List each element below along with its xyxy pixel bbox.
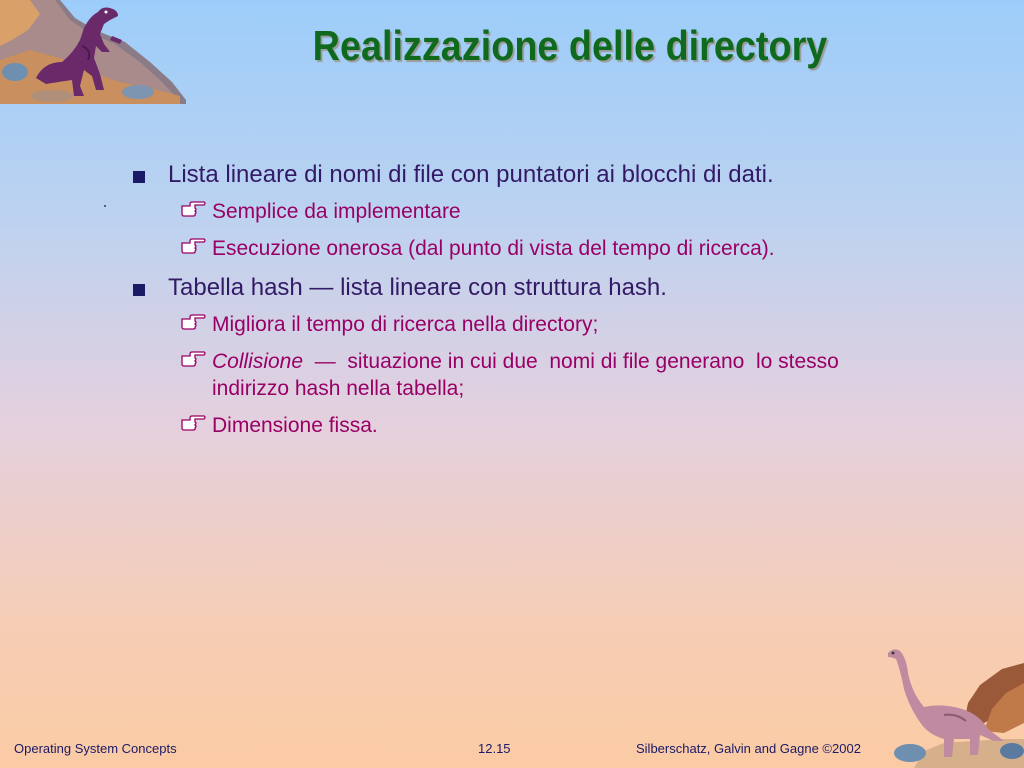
stray-mark [104, 205, 106, 207]
pointing-hand-icon [180, 200, 206, 218]
dinosaur-sauropod-icon [884, 643, 1024, 768]
sub-bullet-text: Esecuzione onerosa (dal punto di vista del tempo di ricerca). [212, 237, 775, 261]
bullet-list [128, 160, 918, 450]
square-bullet-icon [133, 284, 145, 296]
footer-course-title: Operating System Concepts [14, 741, 177, 756]
pointing-hand-icon [180, 237, 206, 255]
pointing-hand-icon [180, 313, 206, 331]
term-separator: — [303, 349, 348, 373]
sub-bullet-item [180, 198, 918, 225]
footer-slide-number: 12.15 [478, 741, 511, 756]
sub-bullet-item [180, 235, 918, 262]
pointing-hand-icon [180, 350, 206, 368]
footer-copyright: Silberschatz, Galvin and Gagne ©2002 [636, 741, 861, 756]
bullet-text: Tabella hash — lista lineare con struttura hash. [168, 273, 667, 301]
square-bullet-icon [133, 171, 145, 183]
pointing-hand-icon [180, 414, 206, 432]
sub-bullet-text: Migliora il tempo di ricerca nella directory; [212, 312, 599, 336]
bullet-item-2 [128, 273, 918, 303]
sub-bullet-item [180, 348, 918, 403]
sub-bullet-list-2 [180, 311, 918, 440]
collision-term: Collisione [212, 349, 304, 373]
dinosaur-rex-icon [0, 0, 190, 108]
sub-bullet-text: Semplice da implementare [212, 200, 461, 223]
sub-bullet-list-1 [180, 198, 918, 263]
sub-bullet-item [180, 311, 918, 338]
sub-bullet-text: Dimensione fissa. [212, 414, 378, 438]
slide-title: Realizzazione delle directory [312, 22, 828, 69]
bullet-text: Lista lineare di nomi di file con puntatori ai blocchi di dati. [168, 161, 774, 188]
sub-bullet-item [180, 412, 918, 439]
sub-bullet-text: situazione in cui due nomi di file generano lo stesso indirizzo hash nella tabella; [212, 349, 845, 401]
bullet-item-1 [128, 160, 918, 190]
